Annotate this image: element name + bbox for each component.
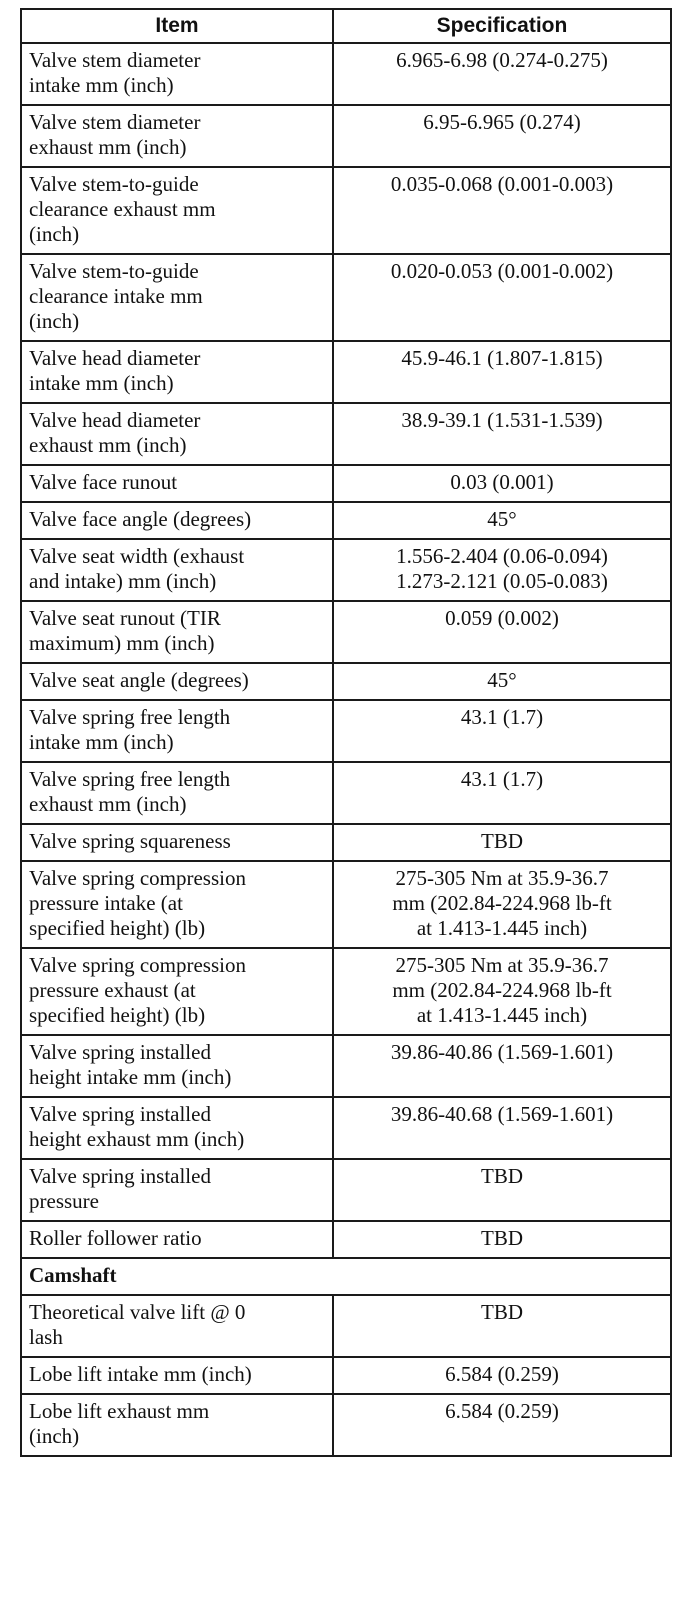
spec-line: 6.965-6.98 (0.274-0.275): [396, 48, 608, 72]
spec-cell: [333, 824, 671, 861]
item-line: Lobe lift exhaust mm: [29, 1399, 210, 1423]
spec-cell: [333, 43, 671, 105]
spec-cell: [333, 762, 671, 824]
spec-line: at 1.413-1.445 inch): [416, 1003, 588, 1027]
item-cell: [21, 465, 333, 502]
item-line: height intake mm (inch): [29, 1065, 232, 1089]
table-row: [21, 824, 671, 861]
spec-cell: [333, 539, 671, 601]
item-line: Valve spring installed: [29, 1164, 211, 1188]
table-row: [21, 403, 671, 465]
item-cell: [21, 43, 333, 105]
spec-line: 38.9-39.1 (1.531-1.539): [401, 408, 603, 432]
spec-line: 0.035-0.068 (0.001-0.003): [390, 172, 614, 196]
spec-line: 1.273-2.121 (0.05-0.083): [396, 569, 608, 593]
spec-line: TBD: [481, 1226, 523, 1250]
spec-cell: [333, 1295, 671, 1357]
spec-cell: [333, 861, 671, 948]
spec-line: mm (202.84-224.968 lb-ft: [392, 978, 612, 1002]
header-specification: Specification: [333, 9, 671, 43]
table-row: [21, 1159, 671, 1221]
item-line: and intake) mm (inch): [29, 569, 217, 593]
spec-cell: [333, 1035, 671, 1097]
item-cell: [21, 1221, 333, 1258]
item-cell: [21, 1394, 333, 1456]
item-line: exhaust mm (inch): [29, 792, 187, 816]
item-cell: [21, 1097, 333, 1159]
item-line: height exhaust mm (inch): [29, 1127, 245, 1151]
spec-line: 39.86-40.68 (1.569-1.601): [390, 1102, 614, 1126]
item-line: Valve face angle (degrees): [29, 507, 252, 531]
item-line: maximum) mm (inch): [29, 631, 215, 655]
table-row: [21, 700, 671, 762]
table-row: [21, 465, 671, 502]
item-line: specified height) (lb): [29, 916, 206, 940]
header-item: Item: [21, 9, 333, 43]
item-line: Valve stem diameter: [29, 110, 201, 134]
item-line: clearance intake mm: [29, 284, 203, 308]
table-row: [21, 105, 671, 167]
spec-cell: [333, 1097, 671, 1159]
spec-line: 6.584 (0.259): [445, 1399, 559, 1423]
item-line: pressure intake (at: [29, 891, 183, 915]
item-line: Valve head diameter: [29, 346, 201, 370]
table-row: [21, 341, 671, 403]
table-row: [21, 762, 671, 824]
table-row: [21, 601, 671, 663]
specification-table: [20, 8, 672, 1457]
spec-line: at 1.413-1.445 inch): [416, 916, 588, 940]
table-body: [21, 43, 671, 1456]
item-line: Valve seat runout (TIR: [29, 606, 221, 630]
spec-line: 6.584 (0.259): [445, 1362, 559, 1386]
item-line: Valve spring compression: [29, 866, 246, 890]
item-cell: [21, 105, 333, 167]
spec-line: 43.1 (1.7): [460, 705, 544, 729]
table-row: [21, 502, 671, 539]
item-line: Valve spring free length: [29, 705, 231, 729]
spec-line: 43.1 (1.7): [460, 767, 544, 791]
item-line: intake mm (inch): [29, 730, 174, 754]
item-cell: [21, 1159, 333, 1221]
item-cell: [21, 861, 333, 948]
spec-line: 275-305 Nm at 35.9-36.7: [395, 953, 609, 977]
item-cell: [21, 601, 333, 663]
item-line: Valve face runout: [29, 470, 178, 494]
spec-line: 6.95-6.965 (0.274): [423, 110, 581, 134]
spec-cell: [333, 663, 671, 700]
spec-cell: [333, 254, 671, 341]
spec-cell: [333, 403, 671, 465]
item-line: Valve head diameter: [29, 408, 201, 432]
table-row: [21, 861, 671, 948]
section-row: [21, 1258, 671, 1295]
table-row: [21, 1394, 671, 1456]
spec-line: 1.556-2.404 (0.06-0.094): [396, 544, 608, 568]
table-row: [21, 254, 671, 341]
item-line: Theoretical valve lift @ 0: [29, 1300, 246, 1324]
item-line: pressure exhaust (at: [29, 978, 196, 1002]
spec-line: mm (202.84-224.968 lb-ft: [392, 891, 612, 915]
item-line: Valve seat angle (degrees): [29, 668, 249, 692]
item-line: Lobe lift intake mm (inch): [29, 1362, 252, 1386]
spec-line: 275-305 Nm at 35.9-36.7: [395, 866, 609, 890]
item-line: intake mm (inch): [29, 73, 174, 97]
spec-cell: [333, 1159, 671, 1221]
spec-cell: [333, 948, 671, 1035]
item-line: Valve spring compression: [29, 953, 246, 977]
table-row: [21, 663, 671, 700]
item-line: Valve spring installed: [29, 1102, 211, 1126]
spec-cell: [333, 167, 671, 254]
item-cell: [21, 1357, 333, 1394]
table-row: [21, 1097, 671, 1159]
item-line: Valve stem-to-guide: [29, 172, 199, 196]
spec-line: 39.86-40.86 (1.569-1.601): [390, 1040, 614, 1064]
item-line: intake mm (inch): [29, 371, 174, 395]
item-line: (inch): [29, 309, 80, 333]
spec-cell: [333, 105, 671, 167]
item-line: pressure: [29, 1189, 99, 1213]
spec-line: 45.9-46.1 (1.807-1.815): [401, 346, 603, 370]
table-header: [21, 9, 671, 43]
spec-line: 45°: [487, 507, 517, 531]
item-line: Valve spring installed: [29, 1040, 211, 1064]
spec-line: TBD: [481, 829, 523, 853]
item-line: exhaust mm (inch): [29, 135, 187, 159]
spec-cell: [333, 700, 671, 762]
item-line: exhaust mm (inch): [29, 433, 187, 457]
table-row: [21, 1035, 671, 1097]
item-cell: [21, 948, 333, 1035]
header-row: [21, 9, 671, 43]
item-cell: [21, 167, 333, 254]
item-cell: [21, 663, 333, 700]
item-line: specified height) (lb): [29, 1003, 206, 1027]
spec-line: 0.020-0.053 (0.001-0.002): [390, 259, 614, 283]
item-cell: [21, 1295, 333, 1357]
spec-cell: [333, 341, 671, 403]
spec-cell: [333, 502, 671, 539]
item-cell: [21, 700, 333, 762]
item-line: Valve stem-to-guide: [29, 259, 199, 283]
item-line: (inch): [29, 222, 80, 246]
spec-line: TBD: [481, 1164, 523, 1188]
spec-line: 0.059 (0.002): [445, 606, 559, 630]
spec-line: TBD: [481, 1300, 523, 1324]
item-line: Roller follower ratio: [29, 1226, 202, 1250]
item-line: lash: [29, 1325, 63, 1349]
item-cell: [21, 341, 333, 403]
spec-cell: [333, 1357, 671, 1394]
item-line: clearance exhaust mm: [29, 197, 216, 221]
item-cell: [21, 824, 333, 861]
item-line: Valve spring free length: [29, 767, 231, 791]
item-cell: [21, 502, 333, 539]
spec-line: 45°: [487, 668, 517, 692]
spec-cell: [333, 1221, 671, 1258]
table-row: [21, 539, 671, 601]
item-cell: [21, 539, 333, 601]
item-line: Valve spring squareness: [29, 829, 231, 853]
item-line: (inch): [29, 1424, 80, 1448]
spec-cell: [333, 1394, 671, 1456]
spec-cell: [333, 601, 671, 663]
item-cell: [21, 254, 333, 341]
spec-cell: [333, 465, 671, 502]
table-row: [21, 167, 671, 254]
item-cell: [21, 762, 333, 824]
section-heading: Camshaft: [21, 1258, 671, 1295]
table-row: [21, 43, 671, 105]
table-row: [21, 1221, 671, 1258]
table-row: [21, 1357, 671, 1394]
item-cell: [21, 403, 333, 465]
item-line: Valve stem diameter: [29, 48, 201, 72]
spec-line: 0.03 (0.001): [450, 470, 554, 494]
table-row: [21, 948, 671, 1035]
item-cell: [21, 1035, 333, 1097]
table-row: [21, 1295, 671, 1357]
item-line: Valve seat width (exhaust: [29, 544, 245, 568]
